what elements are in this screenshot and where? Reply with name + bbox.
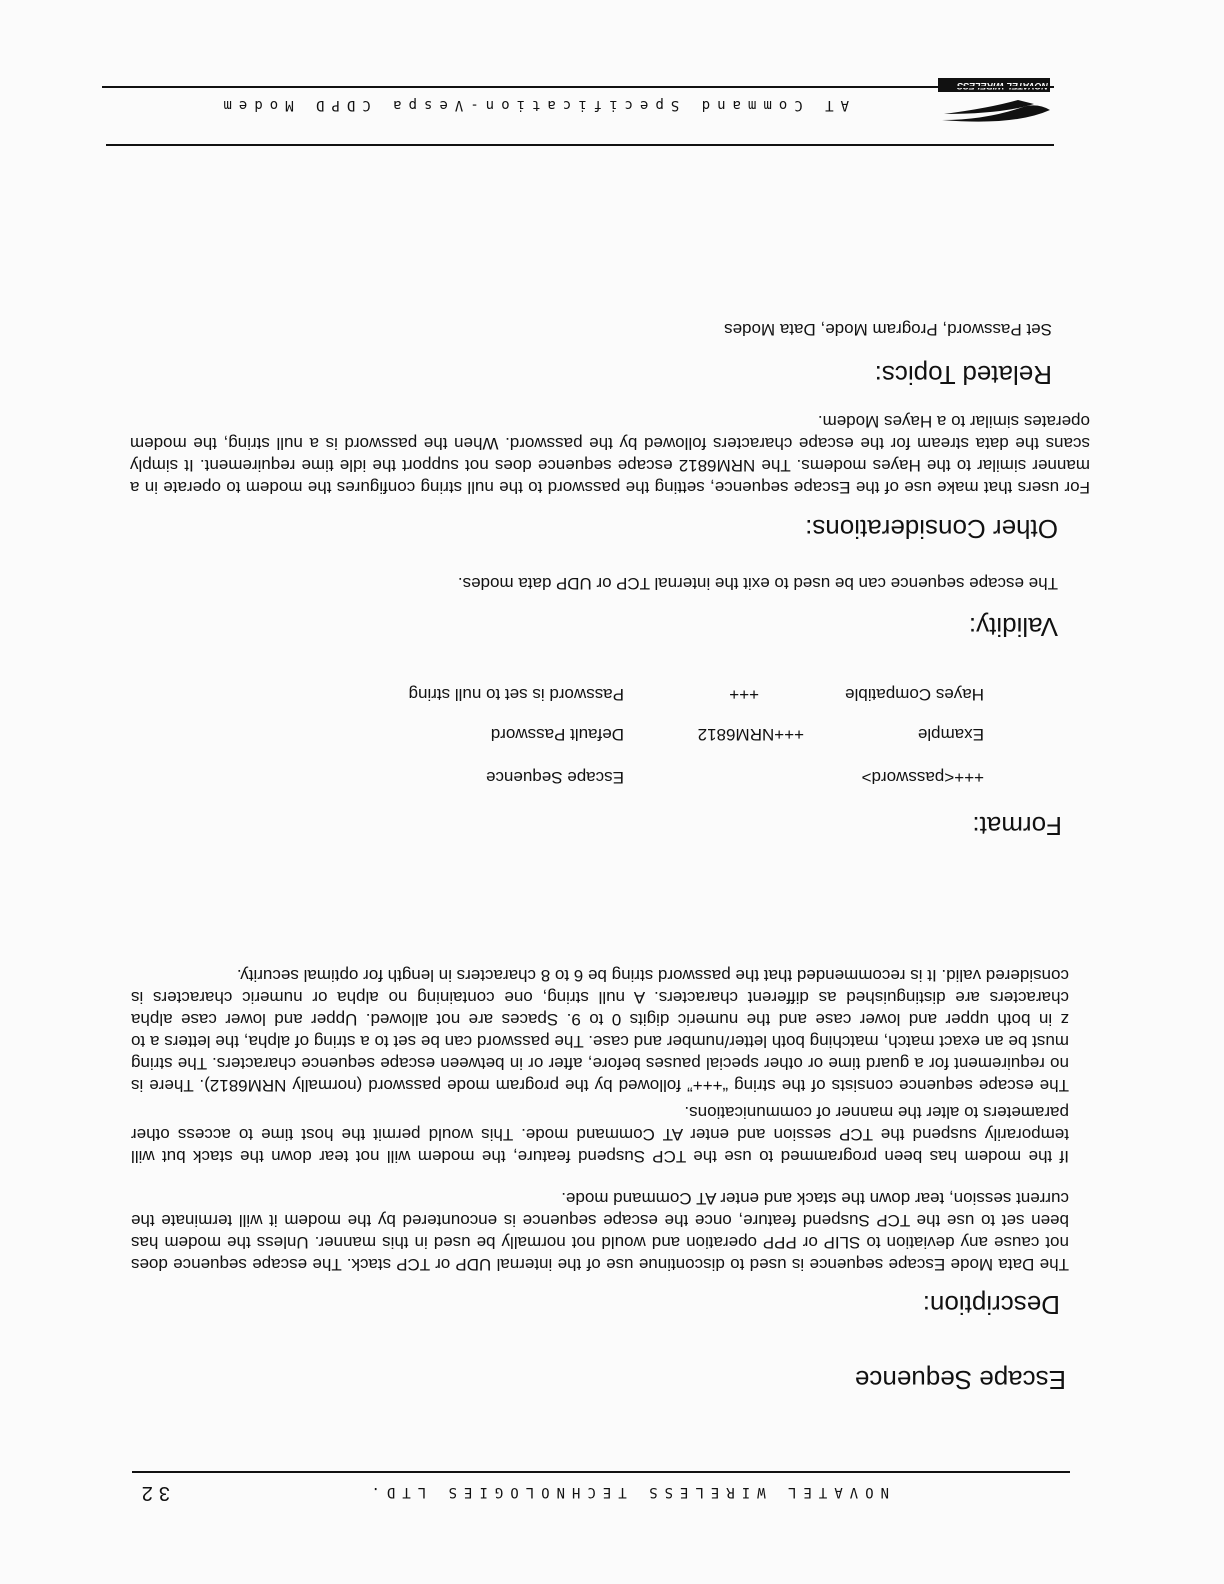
other-considerations-heading: Other Considerations: — [805, 514, 1058, 544]
page-number: 32 — [135, 1482, 170, 1504]
format-row-3-col2: +++ — [729, 685, 759, 704]
format-heading: Format: — [972, 811, 1062, 841]
novatel-logo — [934, 74, 1054, 128]
format-row-3-col1: Hayes Compatible — [845, 685, 984, 704]
header-rule — [132, 1471, 1070, 1473]
footer-rule-top — [106, 144, 1054, 146]
spec-line: AT Command Specification-Vespa CDPD Modem — [216, 97, 849, 113]
description-heading: Description: — [922, 1290, 1060, 1320]
related-topics-heading: Related Topics: — [874, 360, 1052, 390]
format-row-2-col3: Default Password — [490, 725, 624, 744]
format-row-3-col3: Password is set to null string — [408, 685, 624, 704]
validity-text: The escape sequence can be used to exit the internal TCP or UDP data modes. — [457, 574, 1058, 593]
footer-rule-bottom — [102, 86, 1054, 88]
description-paragraph-1: The Data Mode Escape sequence is used to discontinue use of the internal UDP or TCP stack. The escape sequence does not cause any deviation to SLIP or PPP operation and would not normally be used in this manner. Unless the modem has been set to use the TCP Suspend feature, once the escape sequence is encountered by the modem it will terminate the current session, tear down the stack and enter AT Command mode. — [131, 1189, 1069, 1274]
description-paragraph-3: The escape sequence consists of the string “+++” followed by the program mode password (normally NRM6812). There is no requirement for a guard time or other special pauses before, after or in between escape sequence characters. The string must be an exact match, matching both letter/number and case. The password can be set to a string of alpha, the letters a to z in both upper and lower case and the numeric digits 0 to 9. Spaces are not allowed. Upper and lower case alpha characters are distinguished as different characters. A null string, one containing no alpha or numeric characters is considered valid. It is recommended that the password string be 6 to 8 characters in length for optimal security. — [131, 966, 1069, 1095]
format-row-2-col1: Example — [917, 725, 984, 744]
description-paragraph-2: If the modem has been programmed to use the TCP Suspend feature, the modem will not tear down the stack but will temporarily suspend the TCP session and enter AT Command mode. This would permit the host time to access other parameters to alter the manner of communications. — [131, 1103, 1069, 1166]
other-considerations-text: For users that make use of the Escape sequence, setting the password to the null string configures the modem to operate in a manner similar to the Hayes modems. The NRM6812 escape sequence does not support the idle time requirement. It simply scans the data stream for the escape characters followed by the password. When the password is a null string, the modem operates similar to a Hayes Modem. — [130, 412, 1090, 497]
format-row-2-col2: +++NRM6812 — [697, 725, 804, 744]
format-row-1-col3: Escape Sequence — [486, 768, 624, 787]
validity-heading: Validity: — [968, 612, 1058, 642]
company-line: NOVATEL WIRELESS TECHNOLOGIES LTD. — [364, 1484, 889, 1500]
related-topics-text: Set Password, Program Mode, Data Modes — [724, 320, 1052, 339]
section-title: Escape Sequence — [854, 1365, 1066, 1395]
format-row-1-col1: +++<password> — [861, 768, 984, 787]
